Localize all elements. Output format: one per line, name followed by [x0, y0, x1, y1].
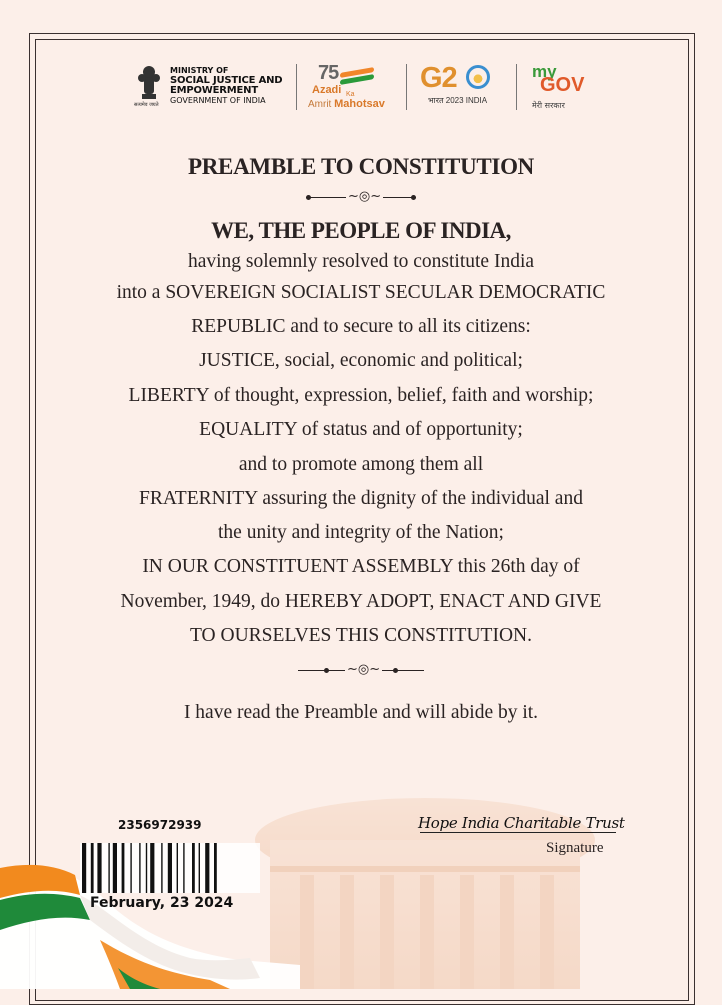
header-logos [130, 60, 600, 116]
serial-number: 2356972939 [118, 818, 202, 832]
ornamental-divider [306, 190, 416, 206]
page-title: PREAMBLE TO CONSTITUTION [188, 154, 534, 179]
preamble-line: the unity and integrity of the Nation; [218, 522, 504, 543]
signature-label: Signature [546, 840, 604, 856]
logo-separator [296, 64, 297, 110]
azadi-ka-amrit-mahotsav-logo: 75 Azadi Ka Amrit Mahotsav [308, 62, 385, 110]
swirl-ornament-icon: ~◎~ [347, 662, 381, 677]
preamble-line: and to promote among them all [238, 454, 484, 475]
signature-line [420, 832, 616, 833]
logo-separator [516, 64, 517, 110]
ministry-name: MINISTRY OF SOCIAL JUSTICE AND EMPOWERMENT GOVERNMENT OF INDIA [170, 66, 283, 105]
preamble-line: REPUBLIC and to secure to all its citizens: [191, 316, 531, 337]
preamble-opening: WE, THE PEOPLE OF INDIA, [211, 218, 511, 243]
preamble-line: TO OURSELVES THIS CONSTITUTION. [190, 625, 532, 646]
signatory-name: Hope India Charitable Trust [418, 814, 625, 832]
g20-globe-icon [466, 65, 490, 89]
preamble-line: FRATERNITY assuring the dignity of the individual and [139, 488, 583, 509]
preamble-line: JUSTICE, social, economic and political; [199, 350, 523, 371]
preamble-line: having solemnly resolved to constitute India [187, 251, 535, 272]
barcode-icon [80, 843, 260, 893]
g20-logo: G2 भारत 2023 INDIA [420, 62, 500, 112]
certificate-date: February, 23 2024 [90, 895, 234, 911]
preamble-line: LIBERTY of thought, expression, belief, faith and worship; [128, 385, 594, 406]
mygov-logo: my GOV मेरी सरकार [532, 62, 585, 110]
swirl-ornament-icon: ~◎~ [348, 189, 382, 204]
logo-separator [406, 64, 407, 110]
preamble-line: IN OUR CONSTITUENT ASSEMBLY this 26th day of [142, 556, 580, 577]
pledge-statement: I have read the Preamble and will abide by it. [183, 702, 539, 723]
emblem-motto: सत्यमेव जयते [134, 102, 159, 108]
preamble-line: November, 1949, do HEREBY ADOPT, ENACT AND GIVE [120, 591, 602, 612]
preamble-line: into a SOVEREIGN SOCIALIST SECULAR DEMOCRATIC [116, 282, 606, 303]
ornamental-divider [298, 663, 424, 679]
preamble-line: EQUALITY of status and of opportunity; [199, 419, 523, 440]
ministry-logo [136, 64, 291, 110]
